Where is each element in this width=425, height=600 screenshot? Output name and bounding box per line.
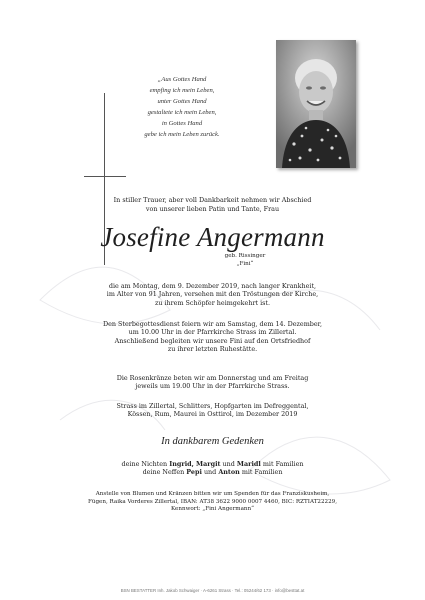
intro-text bbox=[0, 196, 425, 213]
family-line-nieces bbox=[0, 460, 425, 468]
family-names: Ingrid, Margit bbox=[169, 460, 221, 468]
places-date-paragraph bbox=[0, 402, 425, 419]
paragraph-line: zu ihrer letzten Ruhestätte. bbox=[167, 345, 258, 354]
paragraph-line: Kössen, Rum, Maurei in Osttirol, im Dezember 2019 bbox=[127, 410, 298, 419]
poem-line: „Aus Gottes Hand bbox=[157, 76, 207, 83]
poem-line: unter Gottes Hand bbox=[157, 98, 207, 105]
family-text: deine Neffen bbox=[142, 468, 185, 477]
family-names: Pepi bbox=[186, 468, 202, 477]
family-text: und bbox=[222, 460, 235, 468]
family-text: deine Nichten bbox=[121, 460, 168, 468]
funeral-home-footer: BSN BESTATTER Inh. Jakob Schwaiger · A-6261 Strass · Tel.: 05244/62 173 · info@besttat.at bbox=[120, 588, 305, 593]
cross-horizontal-bar bbox=[84, 176, 126, 177]
poem-line: in Gottes Hand bbox=[161, 120, 203, 127]
intro-line: von unserer lieben Patin und Tante, Frau bbox=[145, 204, 280, 213]
deceased-name: Josefine Angermann bbox=[100, 222, 325, 252]
paragraph-line: Den Sterbegottesdienst feiern wir am Samstag, dem 14. Dezember, bbox=[102, 320, 323, 328]
family-text: mit Familien bbox=[241, 468, 283, 477]
gedenken-heading: In dankbarem Gedenken bbox=[161, 436, 264, 447]
family-names: Anton bbox=[218, 468, 240, 477]
paragraph-line: zu ihrem Schöpfer heimgekehrt ist. bbox=[154, 298, 271, 307]
family-names: Maridl bbox=[236, 460, 261, 468]
portrait-photo bbox=[276, 40, 356, 168]
poem-line: gebe ich mein Leben zurück. bbox=[144, 131, 220, 138]
notice-line: Fügen, Raika Vorderes Zillertal, IBAN: AT38 3622 9000 0007 4460, BIC: RZTIAT22229, bbox=[87, 498, 337, 505]
family-text: und bbox=[203, 468, 217, 477]
paragraph-line: Anschließend begleiten wir unsere Fini auf den Ortsfriedhof bbox=[114, 336, 311, 345]
notice-line: Kennwort: „Fini Angermann“ bbox=[171, 506, 254, 513]
nickname: „Fini“ bbox=[236, 261, 254, 267]
paragraph-line: die am Montag, dem 9. Dezember 2019, nach langer Krankheit, bbox=[108, 282, 317, 290]
poem-line: empfing ich mein Leben, bbox=[149, 87, 215, 94]
family-text: mit Familien bbox=[262, 460, 304, 468]
intro-line: In stiller Trauer, aber voll Dankbarkeit nehmen wir Abschied bbox=[113, 196, 312, 204]
notice-line: Anstelle von Blumen und Kränzen bitten wir um Spenden für das Franziskusheim, bbox=[95, 491, 330, 497]
family-mourners bbox=[0, 460, 425, 477]
paragraph-line: um 10.00 Uhr in der Pfarrkirche Strass im Zillertal. bbox=[128, 328, 297, 337]
poem-line: gestaltete ich mein Leben, bbox=[147, 109, 217, 116]
paragraph-line: im Alter von 91 Jahren, versehen mit den Tröstungen der Kirche, bbox=[106, 290, 319, 299]
donation-notice bbox=[0, 491, 425, 514]
paragraph-line: Die Rosenkränze beten wir am Donnerstag und am Freitag bbox=[116, 374, 309, 382]
death-announcement-paragraph bbox=[0, 282, 425, 307]
memorial-poem bbox=[122, 74, 242, 140]
paragraph-line: Strass im Zillertal, Schlitters, Hopfgarten im Defreggental, bbox=[116, 402, 309, 410]
birth-name: geb. Rissinger bbox=[224, 253, 266, 259]
funeral-service-paragraph bbox=[0, 320, 425, 354]
rosary-paragraph bbox=[0, 374, 425, 391]
portrait-image bbox=[276, 40, 356, 168]
paragraph-line: jeweils um 19.00 Uhr in der Pfarrkirche Strass. bbox=[135, 382, 290, 391]
birth-name-block bbox=[185, 252, 305, 268]
family-line-nephews bbox=[0, 468, 425, 476]
